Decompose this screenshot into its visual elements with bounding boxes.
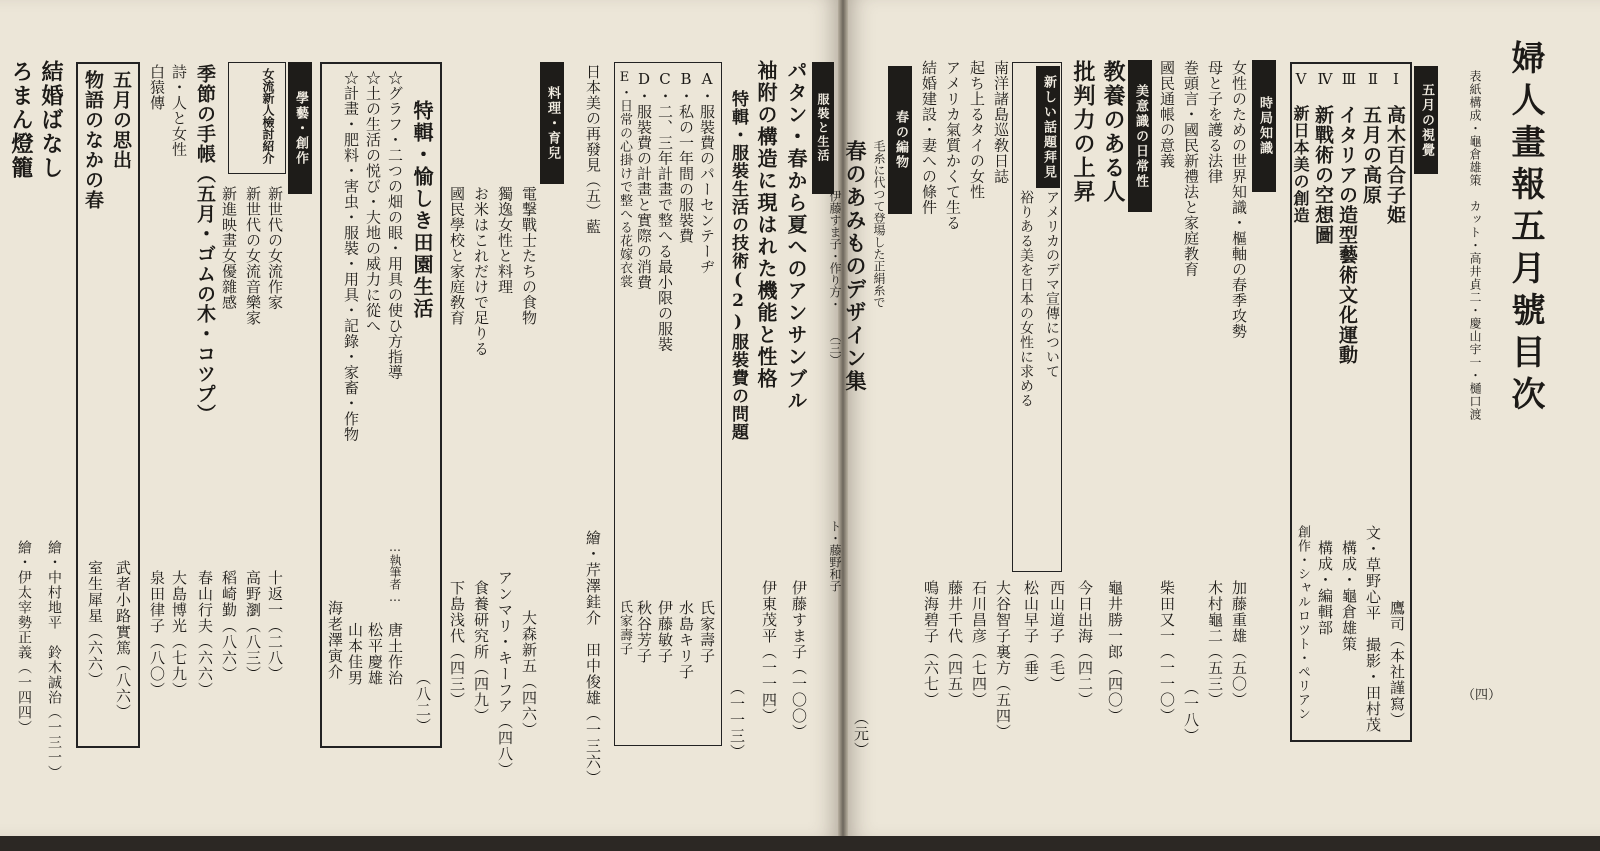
- rural-writer-3: 山本佳男: [346, 622, 364, 686]
- clothing-title-1: パタン・春から夏へのアンサンブル: [784, 60, 808, 412]
- cooking-title-4: お米はこれだけで足りる: [472, 186, 490, 357]
- lit-title-10: ろまん燈籠: [8, 60, 34, 180]
- lit-title-6: 白猿傳: [148, 64, 166, 111]
- vision-author-1: 鷹司（本社謹寫）: [1388, 600, 1406, 728]
- vision-num-5: Ⅴ: [1292, 70, 1310, 89]
- clothing-sub-author-3: 伊藤敏子: [656, 600, 674, 664]
- clothing-sub-1: A・服裝費のパーセンテーヂ: [698, 70, 716, 275]
- cooking-author-3: アンマリ・キーフア（四八）: [496, 570, 514, 778]
- clothing-author-2: 伊東茂平（一一四）: [760, 580, 778, 724]
- clothing-sub-author-4: 秋谷芳子: [635, 600, 653, 664]
- clothing-sub-author-2: 水島キリ子: [677, 600, 695, 680]
- clothing-sub-2: B・私の一年間の服裝費: [677, 70, 695, 244]
- lit-author-7: 武者小路實篤（八六）: [114, 560, 132, 720]
- vision-title-3: イタリアの造型藝術文化運動: [1336, 105, 1358, 365]
- vision-title-5: 新日本美の創造: [1291, 105, 1310, 224]
- section-label-may-vision: 五月の視覺: [1414, 66, 1438, 174]
- rural-item-2: ☆土の生活の悦び・大地の威力に從へ: [364, 70, 382, 334]
- affairs-author-1: 加藤重雄（五〇）: [1230, 580, 1248, 708]
- lit-author-9: 繪・中村地平 鈴木誠治（一三一）: [46, 540, 62, 780]
- topic-author-2: 松山早子（垂）: [1022, 580, 1040, 692]
- lit-author-4: 春山行夫（六六）: [196, 570, 214, 698]
- rural-writers-label: …執筆者…: [388, 540, 402, 604]
- vision-author-2: 文・草野心平 撮影・田村茂: [1364, 525, 1382, 733]
- topic-title-2: 裕りある美を日本の女性に求める: [1018, 190, 1034, 408]
- vision-title-4: 新戰術の空想圖: [1312, 105, 1334, 245]
- topic-title-1: アメリカのデマ宣傳について: [1044, 190, 1060, 379]
- section-label-literature: 學藝・創作: [288, 62, 312, 194]
- cooking-author-4: 食養研究所（四九）: [472, 580, 490, 724]
- vision-title-2: 五月の高原: [1360, 105, 1382, 205]
- cooking-author-5: 下島浅代（四三）: [448, 580, 466, 708]
- clothing-sub-3: C・二、三年計畫で整へる最小限の服裝: [656, 70, 674, 352]
- lit-author-2: 高野瀏（八三）: [244, 570, 262, 682]
- section-label-current-affairs: 時局知識: [1252, 60, 1276, 192]
- lit-title-5: 詩・人と女性: [170, 64, 188, 157]
- lit-title-3: 新進映畫女優雜感: [220, 186, 238, 310]
- lit-title-1: 新世代の女流作家: [266, 186, 284, 310]
- vision-num-4: Ⅳ: [1316, 70, 1334, 89]
- topic-title-5: アメリカ氣質かくて生る: [944, 60, 962, 231]
- topic-title-4: 起ち上るタイの女性: [968, 60, 986, 200]
- spring-knit-page: （元）: [852, 710, 870, 758]
- lit-author-8: 室生犀星（六六）: [86, 560, 104, 688]
- topic-title-6: 結婚建設・妻への條件: [920, 60, 938, 215]
- vision-num-2: Ⅱ: [1364, 70, 1382, 89]
- affairs-title-2: 母と子を護る法律: [1206, 60, 1224, 184]
- lit-author-5: 大島博光（七九）: [170, 570, 188, 698]
- cooking-author-2: 大森新五（四六）: [520, 610, 538, 738]
- rural-writer-4: 海老澤寅介: [326, 600, 344, 680]
- newcomer-box-label: 女流新人檢討紹介: [261, 68, 275, 164]
- lit-title-9: 結婚ばなし: [38, 60, 64, 180]
- clothing-sub-5: E・日常の心掛けで整へる花嫁衣裳: [617, 70, 632, 288]
- clothing-feature-title: 特輯・服裝生活の技術(2)服裝費の問題: [728, 90, 748, 441]
- magazine-title: 婦人畫報五月號目次: [1505, 40, 1545, 418]
- lit-author-1: 十返一（二八）: [266, 570, 284, 682]
- topic-author-3: 大谷智子裏方（五四）: [994, 580, 1012, 740]
- beauty-author-1: 龜井勝一郎（四〇）: [1106, 580, 1124, 724]
- lit-title-7: 五月の思出: [110, 70, 132, 170]
- vision-author-3: 構成・龜倉雄策: [1340, 540, 1358, 652]
- rural-feature-title: 特輯・愉しき田園生活: [410, 100, 434, 320]
- spring-knit-title: 春のあみものデザイン集: [843, 140, 868, 393]
- lit-title-4: 季節の手帳（五月・ゴムの木・コツプ）: [194, 64, 216, 424]
- rural-writer-2: 松平慶雄: [366, 622, 384, 686]
- lit-author-10: 繪・伊太宰勢正義（一四四）: [16, 540, 32, 735]
- cover-credits: 表紙構成・龜倉雄策 カット・高井貞二・慶山宇一・樋口渡: [1468, 70, 1482, 421]
- lit-title-2: 新世代の女流音樂家: [244, 186, 262, 326]
- vision-num-1: Ⅰ: [1387, 70, 1405, 89]
- clothing-title-2: 袖附の構造に現はれた機能と性格: [754, 60, 778, 390]
- rural-item-3: ☆計畫・肥料・害虫・服裝・用具・記錄・家畜・作物: [342, 70, 360, 442]
- cooking-title-1: 日本美の再發見（五）藍: [584, 64, 602, 235]
- cooking-author-1: 繪・芹澤銈介 田中俊雄（一三六）: [584, 530, 602, 786]
- topic-author-1: 西山道子（毛）: [1048, 580, 1066, 692]
- vision-num-3: Ⅲ: [1340, 70, 1358, 89]
- cooking-title-3: 獨逸女性と料理: [496, 186, 514, 295]
- spring-knit-subtitle: 毛糸に代つて登場した正絹糸で: [872, 140, 886, 308]
- rural-feature-page: （八二）: [414, 670, 432, 734]
- topic-author-5: 藤井千代（四五）: [946, 580, 964, 708]
- affairs-title-3: 巻頭言・國民新禮法と家庭教育: [1182, 60, 1200, 277]
- cooking-title-2: 電撃戰士たちの食物: [520, 186, 538, 326]
- affairs-author-4: 柴田又一（一一〇）: [1158, 580, 1176, 724]
- affairs-title-4: 國民通帳の意義: [1158, 60, 1176, 169]
- section-label-beauty-daily: 美意識の日常性: [1128, 60, 1152, 212]
- vision-title-1: 高木百合子姫: [1384, 105, 1406, 225]
- vision-author-5: 創作・シャルロツト・ペリアン: [1295, 525, 1310, 721]
- clothing-author-1: 伊藤すま子（一〇〇）: [790, 580, 808, 740]
- lit-author-3: 稻崎勤（八六）: [220, 570, 238, 682]
- cooking-title-5: 國民學校と家庭敎育: [448, 186, 466, 326]
- section-label-clothing-side: 服裝と生活: [812, 62, 834, 194]
- section-label-new-topics: 新しい話題拜見: [1036, 66, 1060, 188]
- topic-author-4: 石川昌彦（七四）: [970, 580, 988, 708]
- clothing-sub-author-5: 氏家壽子: [617, 600, 632, 656]
- topic-title-3: 南洋諸島巡敎日誌: [992, 60, 1010, 184]
- affairs-author-2: 木村龜二（五三）: [1206, 580, 1224, 708]
- lit-title-8: 物語のなかの春: [82, 70, 104, 210]
- beauty-author-2: 今日出海（四二）: [1076, 580, 1094, 708]
- beauty-title-2: 批判力の上昇: [1070, 60, 1096, 204]
- clothing-sub-author-1: 氏家壽子: [698, 600, 716, 664]
- bottom-edge: [0, 836, 1600, 851]
- rural-item-1: ☆グラフ・二つの畑の眼・用具の使ひ方指導: [386, 70, 404, 380]
- section-label-cooking: 料理・育兒: [540, 62, 564, 184]
- clothing-sub-4: D・服裝費の計畫と實際の消費: [635, 70, 653, 290]
- vision-author-4: 構成・編輯部: [1316, 540, 1334, 636]
- beauty-title-1: 教養のある人: [1100, 60, 1126, 204]
- affairs-title-1: 女性のための世界知識・樞軸の春季攻勢: [1230, 60, 1248, 339]
- rural-writer-1: 唐土作治: [386, 622, 404, 686]
- clothing-side-page: （三）: [828, 330, 842, 366]
- clothing-feature-page: （一一三）: [728, 680, 746, 760]
- clothing-side-author: ト・藤野和子: [828, 520, 842, 592]
- lit-author-6: 泉田律子（八〇）: [148, 570, 166, 698]
- clothing-side-strip: 伊藤すま子・作り方・: [828, 190, 842, 310]
- affairs-author-3: （一八）: [1182, 680, 1200, 744]
- topic-author-6: 鳴海碧子（六七）: [922, 580, 940, 708]
- section-label-spring-knit: 春の編物: [888, 66, 912, 214]
- page-number: （四）: [1462, 688, 1502, 703]
